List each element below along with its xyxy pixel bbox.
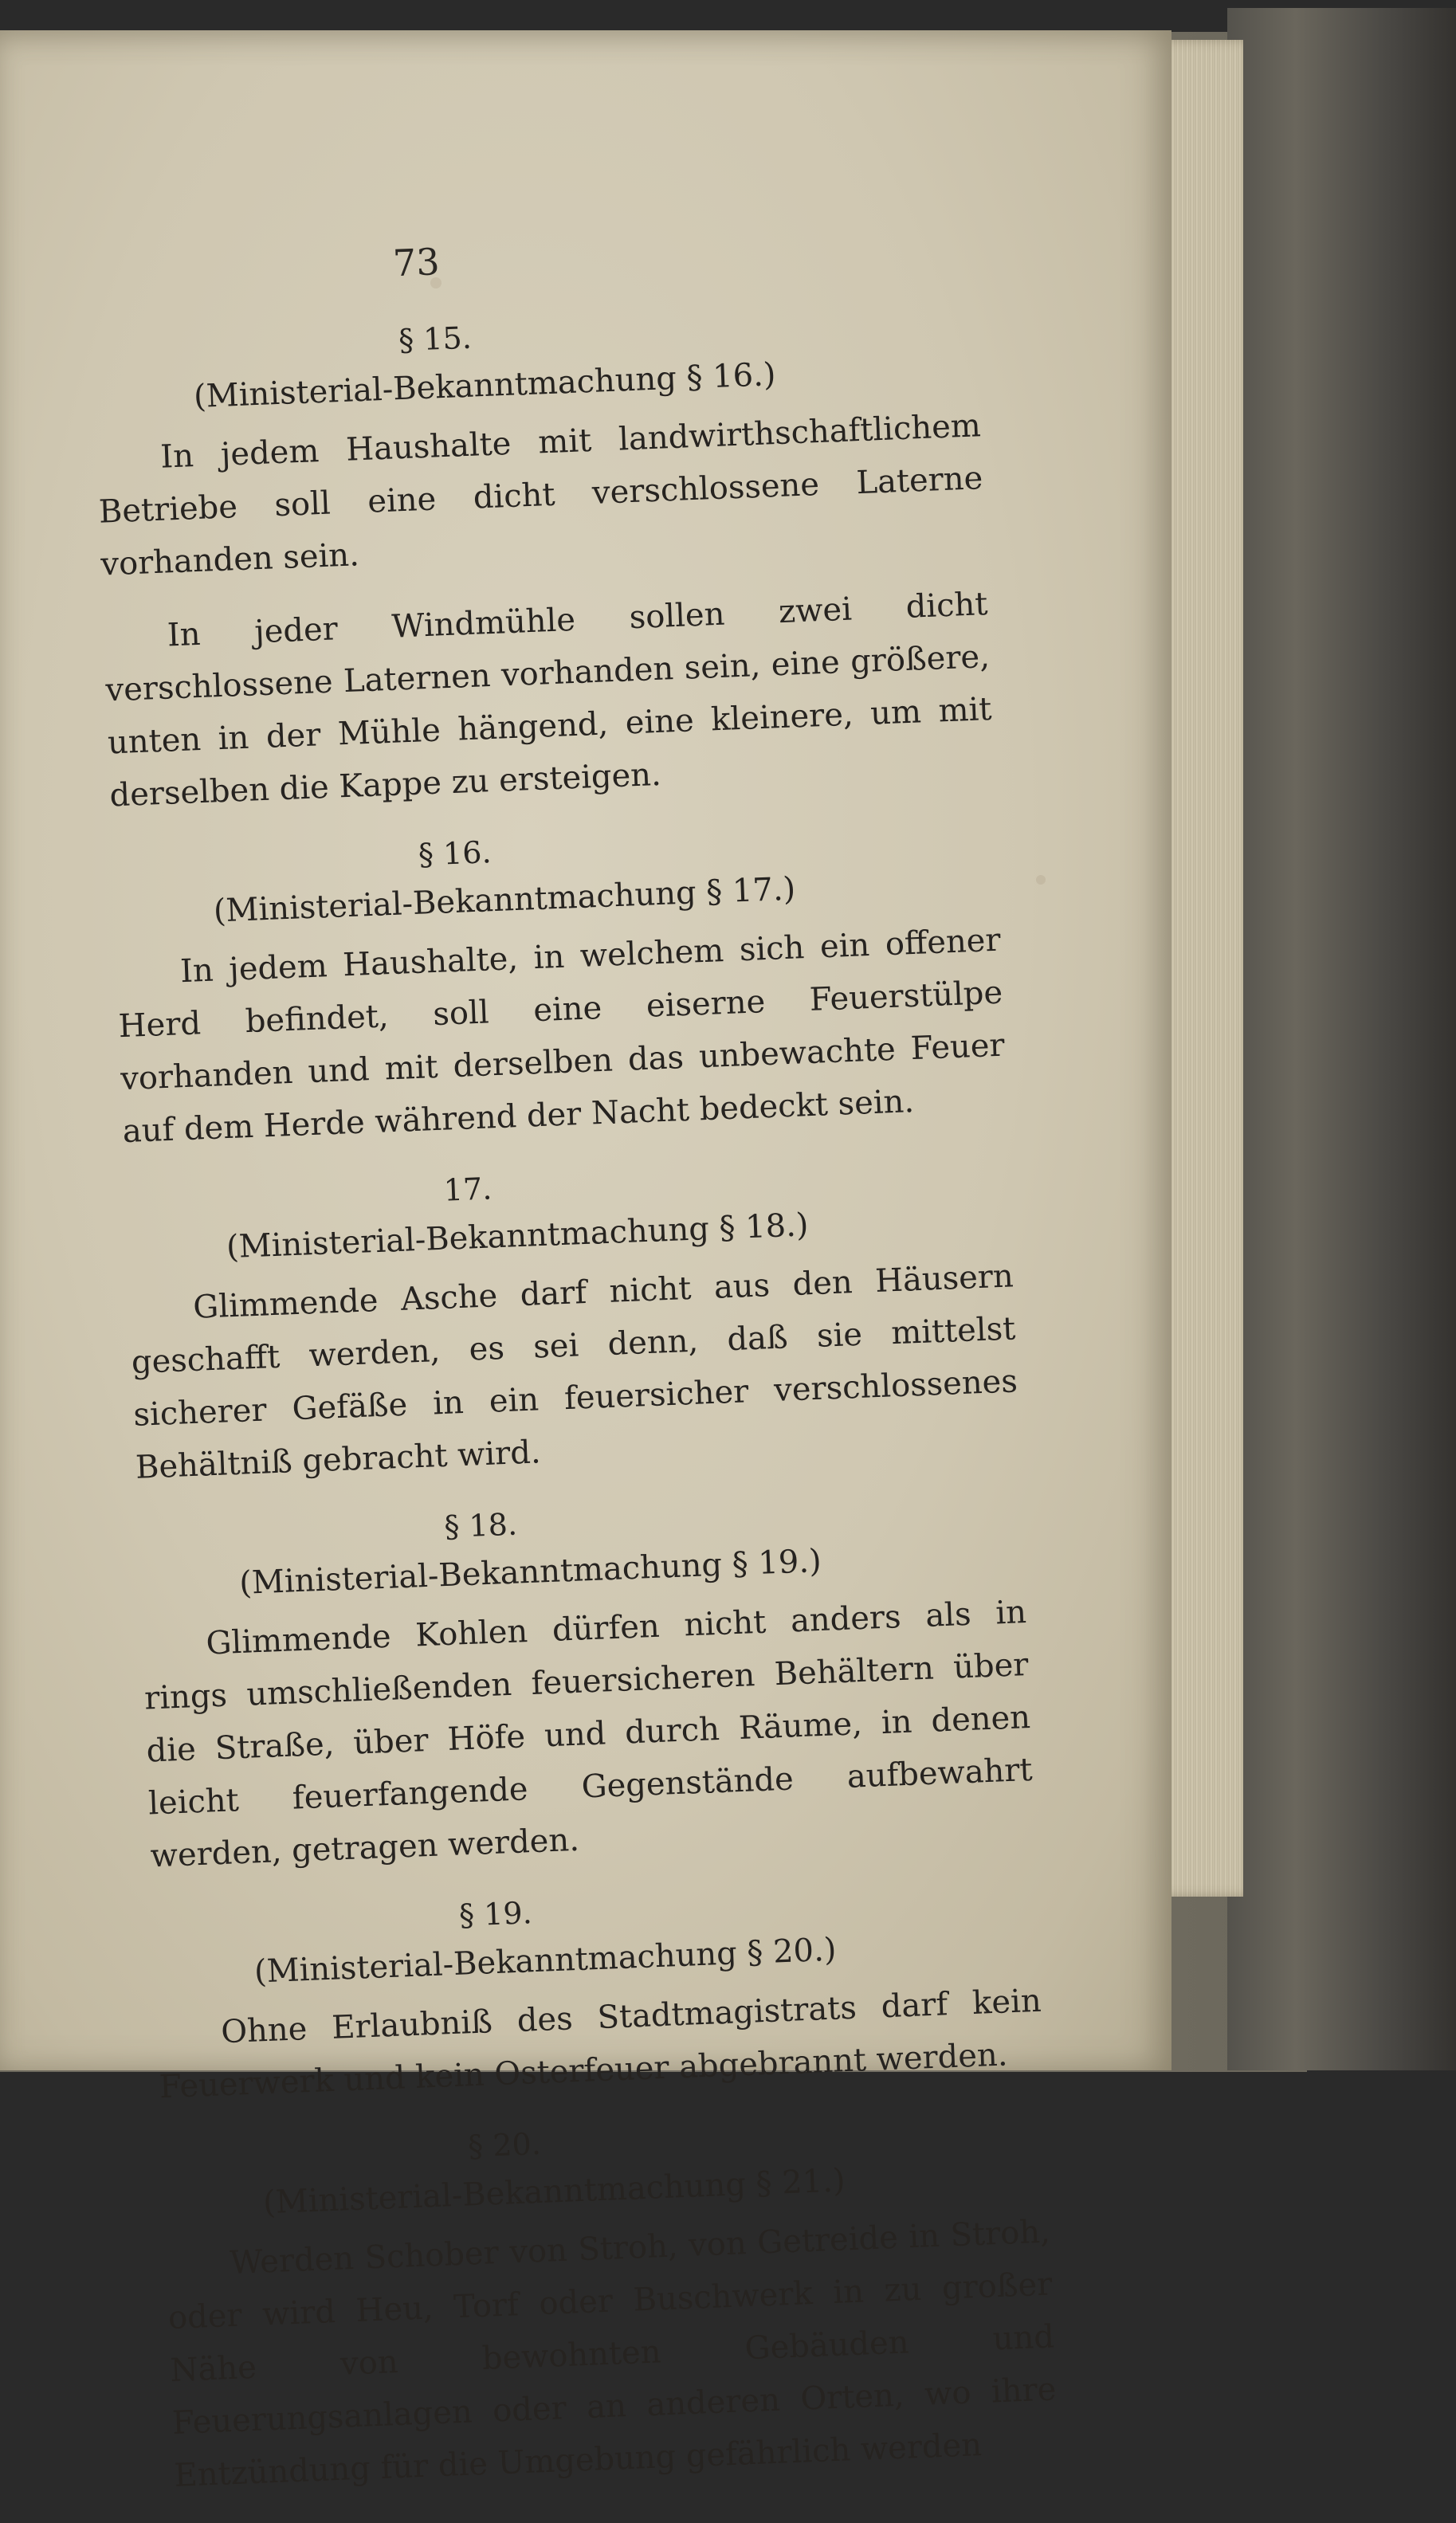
section-15 [92,293,1018,822]
paragraph: In jedem Haushalte mit landwirthschaftlichem Betriebe soll eine dicht verschlossene Laterne vorhanden sein. [98,407,984,583]
book-cover-edge [1227,8,1456,2070]
section-number: § 18. [443,1506,518,1545]
section-number: § 15. [398,320,473,359]
section-reference: (Ministerial-Bekanntmachung § 18.) [226,1207,810,1266]
section-number: 17. [442,1171,493,1208]
page-number: 73 [391,240,441,285]
paragraph: In jedem Haushalte, in welchem sich ein offener Herd befindet, soll eine eiserne Feuerstülpe vorhanden und mit derselben das unbewachte Feuer auf dem Herde während der Nacht bedeckt sein. [117,921,1006,1151]
section-19 [152,1869,1068,2114]
page-spot [1036,875,1046,885]
section-20 [161,2099,1083,2501]
paragraph: Glimmende Asche darf nicht aus den Häusern geschafft werden, es sei denn, daß sie mittelst sicherer Gefäße in ein feuersicher verschlossenes Behältniß gebracht wird. [131,1258,1018,1486]
section-number: § 20. [467,2125,542,2164]
section-reference: (Ministerial-Bekanntmachung § 21.) [262,2162,846,2222]
section-number: § 19. [458,1895,533,1933]
section-18 [137,1480,1059,1882]
section-16 [112,808,1031,1158]
section-reference: (Ministerial-Bekanntmachung § 16.) [193,356,777,416]
section-reference: (Ministerial-Bekanntmachung § 20.) [253,1931,838,1991]
book-page [0,30,1171,2494]
section-number: § 16. [418,834,493,873]
paragraph: Werden Schober von Stroh, von Getreide in Stroh, oder wird Heu, Torf oder Buschwerk in zu großer Nähe von bewohnten Gebäuden und Feuerungsanlagen oder an anderen Orten, wo ihre Entzündung für die Umgebung gefährlich werden [167,2213,1058,2494]
section-reference: (Ministerial-Bekanntmachung § 19.) [238,1542,822,1602]
page-text [88,186,1084,2523]
section-17 [124,1144,1044,1493]
paragraph: In jeder Windmühle sollen zwei dicht verschlossene Laternen vorhanden sein, eine größere, unten in der Mühle hängend, eine kleinere, um mit derselben die Kappe zu ersteigen. [104,586,993,814]
paragraph: Ohne Erlaubniß des Stadtmagistrats darf kein Feuerwerk und kein Osterfeuer abgebrannt werden. [159,1982,1042,2106]
paragraph: Glimmende Kohlen dürfen nicht anders als in rings umschließenden feuersicheren Behältern über die Straße, über Höfe und durch Räume, in denen leicht feuerfangende Gegenstände aufbewahrt werden, getragen werden. [143,1594,1034,1875]
section-reference: (Ministerial-Bekanntmachung § 17.) [213,870,797,930]
